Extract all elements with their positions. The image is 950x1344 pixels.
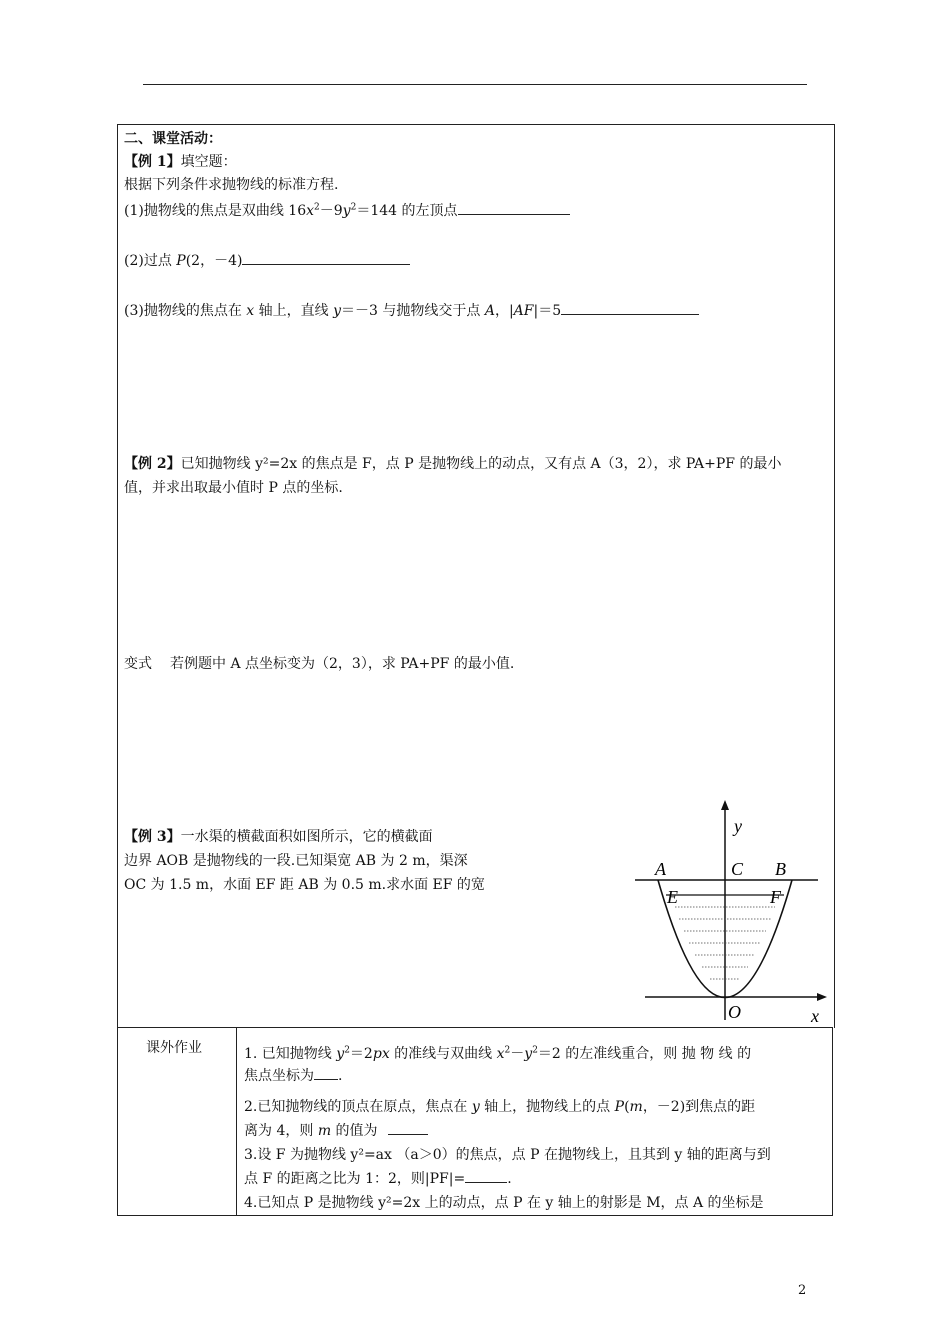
label-o: O (728, 1002, 741, 1022)
answer-blank[interactable] (561, 301, 699, 315)
section-title: 二、课堂活动： (124, 131, 222, 147)
label-f: F (770, 887, 781, 907)
homework-item-3: 3.设 F 为抛物线 y²=ax （a＞0）的焦点，点 P 在抛物线上，且其到 y 轴的距离与到 (244, 1147, 771, 1163)
homework-item-3-line2: 点 F 的距离之比为 1：2，则|PF|= . (244, 1171, 512, 1187)
homework-item-1-line2: 焦点坐标为 . (244, 1068, 343, 1084)
answer-blank[interactable] (388, 1121, 428, 1135)
homework-item-1: 1. 已知抛物线 $y^2=2px$ 的准线与双曲线 $x^2-y^2=2$ 的左准线重合，则 抛 物 线 的 (244, 1045, 752, 1062)
label-b: B (775, 859, 786, 879)
page-number: 2 (798, 1283, 807, 1298)
variant-label: 变式 (124, 656, 152, 672)
homework-divider (236, 1028, 237, 1215)
homework-item-2: 2.已知抛物线的顶点在原点，焦点在 y 轴上，抛物线上的点 P(m，－2)到焦点的距 (244, 1099, 756, 1115)
example2-line2: 值，并求出取最小值时 P 点的坐标. (124, 480, 343, 496)
answer-blank[interactable] (465, 1169, 507, 1183)
example3-line1: 【例 3】一水渠的横截面积如图所示，它的横截面 (124, 829, 433, 845)
label-a: A (655, 859, 666, 879)
example1-q1: (1)抛物线的焦点是双曲线 $16x^2-9y^2=144$ 的左顶点 (124, 201, 570, 220)
example3-line2: 边界 AOB 是抛物线的一段.已知渠宽 AB 为 2 m，渠深 (124, 853, 468, 869)
homework-label: 课外作业 (146, 1040, 202, 1056)
example2-label: 【例 2】 (124, 456, 181, 472)
homework-item-2-line2: 离为 4，则 m 的值为 (244, 1121, 428, 1140)
example2-line1: 【例 2】已知抛物线 y²=2x 的焦点是 F，点 P 是抛物线上的动点，又有点 A（3，2），求 PA+PF 的最小 (124, 456, 782, 472)
label-c: C (731, 859, 744, 879)
example1-heading (124, 153, 237, 171)
example1-intro: 根据下列条件求抛物线的标准方程. (124, 177, 339, 193)
x-axis-arrow-icon (817, 993, 827, 1001)
example1-q2: (2)过点 P(2，－4) (124, 251, 410, 270)
canal-parabola-figure (630, 800, 830, 1022)
label-e: E (667, 887, 678, 907)
header-rule (143, 84, 807, 85)
example3-label: 【例 3】 (124, 829, 181, 845)
y-axis-arrow-icon (721, 800, 729, 810)
example1-type: 填空题： (180, 154, 237, 170)
example1-label: 【例 1】 (124, 154, 181, 170)
example3-line3: OC 为 1.5 m，水面 EF 距 AB 为 0.5 m.求水面 EF 的宽 (124, 877, 485, 893)
example1-q3: (3)抛物线的焦点在 x 轴上，直线 y＝－3 与抛物线交于点 A，|AF|＝5 (124, 301, 699, 320)
label-x: x (811, 1006, 819, 1022)
answer-blank[interactable] (314, 1066, 338, 1080)
label-y: y (734, 816, 742, 836)
answer-blank[interactable] (458, 201, 570, 215)
variant-line: 变式 若例题中 A 点坐标变为（2，3），求 PA+PF 的最小值. (124, 656, 515, 672)
answer-blank[interactable] (242, 251, 410, 265)
homework-item-4: 4.已知点 P 是抛物线 y²=2x 上的动点，点 P 在 y 轴上的射影是 M，点 A 的坐标是 (244, 1195, 764, 1211)
